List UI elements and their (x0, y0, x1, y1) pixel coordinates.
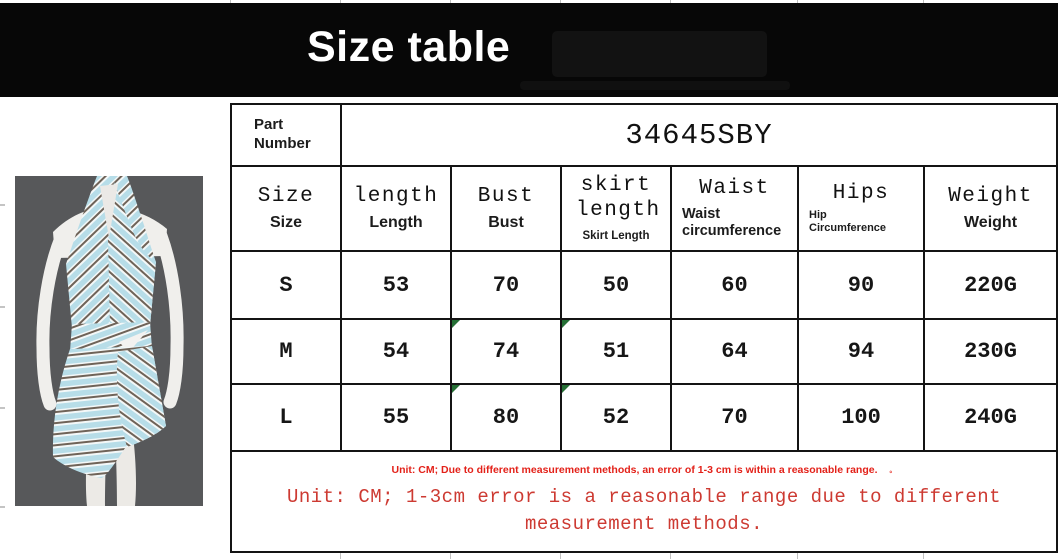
header-primary: length (353, 184, 439, 208)
gridline-stub (340, 553, 341, 559)
cell-m-length (342, 320, 452, 385)
header-secondary: Waist circumference (682, 206, 782, 239)
col-header-weight (925, 167, 1056, 252)
banner-watermark (520, 81, 790, 90)
cell-m-size (232, 320, 342, 385)
cell-m-waist (672, 320, 799, 385)
cell-l-bust (452, 385, 562, 452)
header-secondary: Weight (963, 213, 1018, 231)
header-primary: Bust (477, 184, 535, 208)
notes-cell (232, 452, 1056, 551)
size-table (230, 103, 1058, 553)
gridline-stub (923, 553, 924, 559)
cell-value: 94 (847, 339, 875, 364)
excel-flag-icon (452, 385, 460, 393)
part-number-value-cell (342, 105, 1056, 167)
gridline-stub (0, 306, 5, 308)
part-number-value: 34645SBY (625, 118, 773, 152)
note-small (391, 464, 896, 477)
banner (0, 3, 1058, 97)
cell-value: 100 (841, 405, 881, 430)
cell-value: 55 (382, 405, 410, 430)
cell-value: 51 (602, 339, 630, 364)
excel-flag-icon (562, 385, 570, 393)
gridline-stub (670, 553, 671, 559)
col-header-bust (452, 167, 562, 252)
cell-l-skirt (562, 385, 672, 452)
banner-watermark (552, 31, 767, 77)
cell-m-skirt (562, 320, 672, 385)
cell-value: L (279, 405, 293, 430)
col-header-skirt-length (562, 167, 672, 252)
cell-m-hips (799, 320, 925, 385)
cell-s-bust (452, 252, 562, 320)
col-header-waist (672, 167, 799, 252)
gridline-stub (0, 204, 5, 206)
cell-value: 54 (382, 339, 410, 364)
header-secondary: Length (369, 213, 423, 231)
cell-value: 64 (721, 339, 748, 364)
cell-l-length (342, 385, 452, 452)
gridline-stub (560, 553, 561, 559)
header-primary: Waist (699, 177, 770, 201)
dress-illustration (15, 176, 203, 506)
excel-flag-icon (452, 320, 460, 328)
gridline-stub (797, 553, 798, 559)
cell-l-size (232, 385, 342, 452)
cell-value: M (279, 339, 293, 364)
cell-value: 240G (964, 405, 1017, 430)
footnote-mark: 。 (889, 467, 897, 475)
page-title: Size table (307, 23, 511, 71)
cell-value: S (279, 272, 293, 298)
header-primary: Weight (948, 184, 1033, 208)
col-header-size (232, 167, 342, 252)
cell-value: 50 (602, 272, 630, 298)
header-primary: skirt length (576, 174, 661, 222)
cell-s-waist (672, 252, 799, 320)
header-primary: Hips (832, 182, 890, 206)
part-number-label-cell (232, 105, 342, 167)
cell-l-waist (672, 385, 799, 452)
cell-value: 80 (492, 405, 520, 430)
header-primary: Size (257, 184, 315, 208)
product-photo (15, 176, 203, 506)
cell-value: 53 (382, 272, 410, 298)
cell-s-skirt (562, 252, 672, 320)
note-large: Unit: CM; 1-3cm error is a reasonable range due to different measurement methods. (286, 485, 1002, 536)
gridline-stub (450, 553, 451, 559)
cell-value: 70 (721, 405, 748, 430)
cell-l-weight (925, 385, 1056, 452)
cell-m-bust (452, 320, 562, 385)
excel-flag-icon (562, 320, 570, 328)
cell-s-hips (799, 252, 925, 320)
note-small-text: Unit: CM; Due to different measurement methods, an error of 1-3 cm is within a reasonable range. (391, 464, 878, 477)
cell-value: 90 (847, 272, 875, 298)
cell-value: 230G (964, 339, 1017, 364)
col-header-hips (799, 167, 925, 252)
cell-s-length (342, 252, 452, 320)
cell-value: 74 (492, 339, 520, 364)
cell-s-weight (925, 252, 1056, 320)
gridline-stub (0, 407, 5, 409)
gridline-stub (0, 506, 5, 508)
cell-s-size (232, 252, 342, 320)
cell-value: 70 (492, 272, 520, 298)
cell-value: 52 (602, 405, 630, 430)
cell-value: 220G (964, 272, 1017, 298)
part-number-label: Part Number (254, 116, 311, 152)
cell-value: 60 (721, 272, 748, 298)
header-secondary: Skirt Length (582, 229, 650, 242)
col-header-length (342, 167, 452, 252)
header-secondary: Bust (488, 213, 524, 231)
cell-m-weight (925, 320, 1056, 385)
cell-l-hips (799, 385, 925, 452)
header-secondary: Size (269, 213, 302, 231)
header-secondary: Hip Circumference (809, 209, 887, 234)
